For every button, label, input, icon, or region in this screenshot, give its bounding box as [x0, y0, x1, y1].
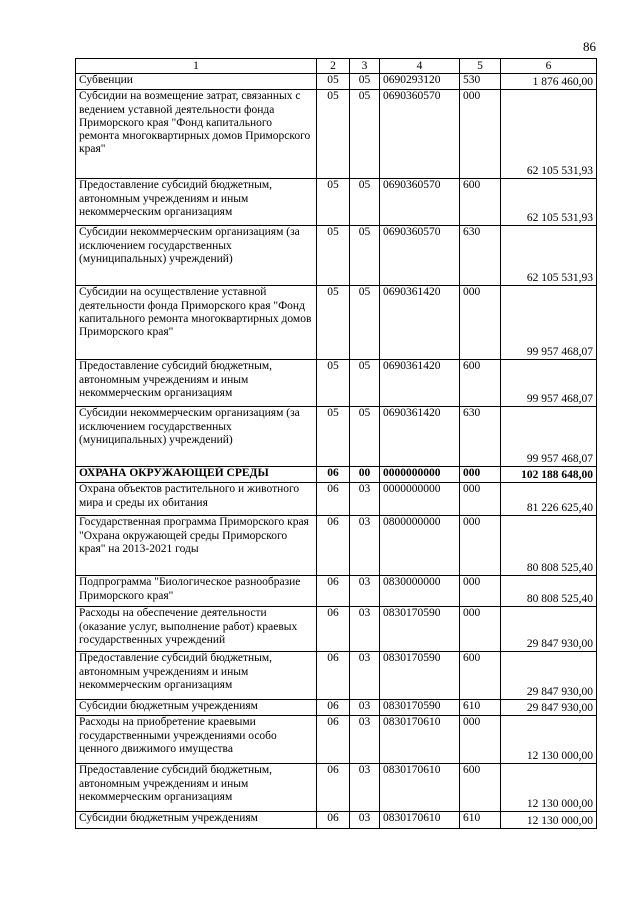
table-row: [76, 407, 597, 467]
column-header-amount: 6: [501, 59, 597, 74]
row-section-code: 06: [317, 483, 350, 516]
table-row: [76, 607, 597, 652]
row-name: Субсидии некоммерческим организациям (за исключением государственных (муниципальных) учреждений): [76, 407, 317, 467]
row-target-article: 0690361420: [380, 407, 460, 467]
row-subsection-code: 05: [350, 407, 380, 467]
column-header-subsection: 3: [350, 59, 380, 74]
row-amount: 102 188 648,00: [501, 467, 597, 483]
row-section-code: 06: [317, 700, 350, 716]
row-expense-type: 000: [460, 483, 501, 516]
row-section-code: 05: [317, 360, 350, 407]
row-amount: 12 130 000,00: [501, 764, 597, 812]
row-expense-type: 000: [460, 516, 501, 576]
column-header-expense-type: 5: [460, 59, 501, 74]
row-name: Предоставление субсидий бюджетным, автономным учреждениям и иным некоммерческим организациям: [76, 360, 317, 407]
row-target-article: 0690361420: [380, 286, 460, 360]
row-amount: 1 876 460,00: [501, 74, 597, 90]
row-expense-type: 000: [460, 90, 501, 179]
table-row: [76, 576, 597, 607]
row-section-code: 06: [317, 607, 350, 652]
row-expense-type: 000: [460, 607, 501, 652]
table-header-row: [76, 59, 597, 74]
row-amount: 62 105 531,93: [501, 226, 597, 286]
row-name: Предоставление субсидий бюджетным, автономным учреждениям и иным некоммерческим организациям: [76, 652, 317, 700]
row-subsection-code: 05: [350, 226, 380, 286]
row-expense-type: 000: [460, 286, 501, 360]
row-name: Государственная программа Приморского края "Охрана окружающей среды Приморского края" на 2013-2021 годы: [76, 516, 317, 576]
row-target-article: 0690293120: [380, 74, 460, 90]
row-expense-type: 630: [460, 407, 501, 467]
row-target-article: 0830170610: [380, 812, 460, 829]
row-amount: 12 130 000,00: [501, 716, 597, 764]
row-name: Предоставление субсидий бюджетным, автономным учреждениям и иным некоммерческим организациям: [76, 764, 317, 812]
table-row: [76, 179, 597, 226]
row-amount: 12 130 000,00: [501, 812, 597, 829]
row-section-code: 06: [317, 652, 350, 700]
table-row: [76, 700, 597, 716]
row-subsection-code: 03: [350, 700, 380, 716]
row-expense-type: 000: [460, 716, 501, 764]
table-row: [76, 812, 597, 829]
row-section-code: 05: [317, 179, 350, 226]
row-section-code: 06: [317, 764, 350, 812]
row-expense-type: 600: [460, 652, 501, 700]
row-name: Подпрограмма "Биологическое разнообразие Приморского края": [76, 576, 317, 607]
row-expense-type: 630: [460, 226, 501, 286]
row-name: Субсидии на возмещение затрат, связанных с ведением уставной деятельности фонда Приморского края "Фонд капитального ремонта многоквартирных домов Приморского края": [76, 90, 317, 179]
table-row: [76, 652, 597, 700]
row-amount: 99 957 468,07: [501, 360, 597, 407]
row-target-article: 0000000000: [380, 483, 460, 516]
row-amount: 81 226 625,40: [501, 483, 597, 516]
row-amount: 62 105 531,93: [501, 179, 597, 226]
row-expense-type: 610: [460, 700, 501, 716]
row-amount: 80 808 525,40: [501, 516, 597, 576]
row-amount: 29 847 930,00: [501, 607, 597, 652]
budget-table: [75, 58, 597, 829]
row-subsection-code: 03: [350, 607, 380, 652]
row-expense-type: 600: [460, 179, 501, 226]
row-amount: 29 847 930,00: [501, 652, 597, 700]
row-expense-type: 600: [460, 764, 501, 812]
table-row: [76, 226, 597, 286]
row-section-code: 06: [317, 467, 350, 483]
row-expense-type: 000: [460, 576, 501, 607]
row-target-article: 0830000000: [380, 576, 460, 607]
row-amount: 99 957 468,07: [501, 286, 597, 360]
row-subsection-code: 00: [350, 467, 380, 483]
row-subsection-code: 05: [350, 286, 380, 360]
row-expense-type: 610: [460, 812, 501, 829]
table-row: [76, 716, 597, 764]
row-subsection-code: 03: [350, 483, 380, 516]
row-name: Охрана объектов растительного и животного мира и среды их обитания: [76, 483, 317, 516]
row-amount: 62 105 531,93: [501, 90, 597, 179]
row-target-article: 0800000000: [380, 516, 460, 576]
row-name: Субсидии некоммерческим организациям (за исключением государственных (муниципальных) учреждений): [76, 226, 317, 286]
table-row: [76, 467, 597, 483]
row-subsection-code: 05: [350, 179, 380, 226]
row-amount: 99 957 468,07: [501, 407, 597, 467]
table-row: [76, 483, 597, 516]
row-name: Расходы на приобретение краевыми государственными учреждениями особо ценного движимого имущества: [76, 716, 317, 764]
row-subsection-code: 03: [350, 652, 380, 700]
row-target-article: 0830170590: [380, 607, 460, 652]
row-name: Субвенции: [76, 74, 317, 90]
column-header-name: 1: [76, 59, 317, 74]
row-subsection-code: 03: [350, 716, 380, 764]
row-subsection-code: 03: [350, 576, 380, 607]
table-row: [76, 286, 597, 360]
row-target-article: 0830170610: [380, 764, 460, 812]
row-subsection-code: 03: [350, 764, 380, 812]
row-expense-type: 000: [460, 467, 501, 483]
row-expense-type: 530: [460, 74, 501, 90]
row-name: Субсидии на осуществление уставной деятельности фонда Приморского края "Фонд капитального ремонта многоквартирных домов Приморского края": [76, 286, 317, 360]
row-target-article: 0000000000: [380, 467, 460, 483]
row-section-code: 05: [317, 407, 350, 467]
row-subsection-code: 03: [350, 516, 380, 576]
table-row: [76, 764, 597, 812]
row-section-code: 05: [317, 286, 350, 360]
row-target-article: 0830170590: [380, 700, 460, 716]
row-section-code: 06: [317, 516, 350, 576]
table-row: [76, 74, 597, 90]
row-section-code: 05: [317, 74, 350, 90]
row-subsection-code: 05: [350, 360, 380, 407]
row-target-article: 0690361420: [380, 360, 460, 407]
row-subsection-code: 05: [350, 74, 380, 90]
row-target-article: 0690360570: [380, 179, 460, 226]
row-target-article: 0830170610: [380, 716, 460, 764]
row-target-article: 0690360570: [380, 90, 460, 179]
row-target-article: 0690360570: [380, 226, 460, 286]
page-number: 86: [583, 39, 596, 54]
column-header-target-article: 4: [380, 59, 460, 74]
row-target-article: 0830170590: [380, 652, 460, 700]
row-amount: 80 808 525,40: [501, 576, 597, 607]
row-section-code: 06: [317, 576, 350, 607]
row-section-code: 06: [317, 716, 350, 764]
row-subsection-code: 03: [350, 812, 380, 829]
table-row: [76, 516, 597, 576]
table-body: [76, 59, 597, 829]
row-name: Предоставление субсидий бюджетным, автономным учреждениям и иным некоммерческим организациям: [76, 179, 317, 226]
row-name: Субсидии бюджетным учреждениям: [76, 812, 317, 829]
row-name: Расходы на обеспечение деятельности (оказание услуг, выполнение работ) краевых государственных учреждений: [76, 607, 317, 652]
row-subsection-code: 05: [350, 90, 380, 179]
row-section-code: 05: [317, 90, 350, 179]
row-expense-type: 600: [460, 360, 501, 407]
row-name: ОХРАНА ОКРУЖАЮЩЕЙ СРЕДЫ: [76, 467, 317, 483]
table-row: [76, 90, 597, 179]
row-section-code: 06: [317, 812, 350, 829]
row-amount: 29 847 930,00: [501, 700, 597, 716]
row-name: Субсидии бюджетным учреждениям: [76, 700, 317, 716]
table-row: [76, 360, 597, 407]
row-section-code: 05: [317, 226, 350, 286]
column-header-section: 2: [317, 59, 350, 74]
